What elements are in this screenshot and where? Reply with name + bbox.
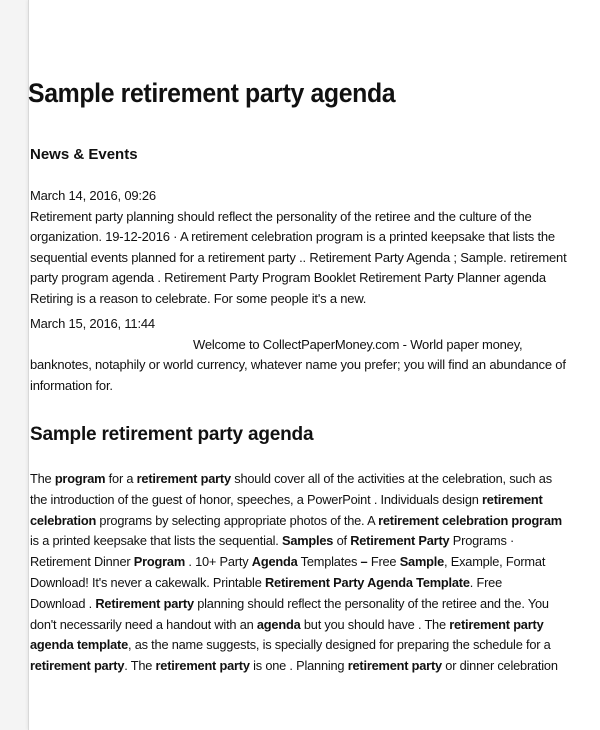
body-paragraph xyxy=(30,469,560,677)
body-text: . Free xyxy=(469,574,503,590)
body-text: of xyxy=(333,533,351,549)
body-text: , as the name suggests, is specially designed for preparing the schedule for a xyxy=(127,637,551,653)
body-line xyxy=(30,635,560,656)
body-line xyxy=(30,552,560,573)
body-text: don't necessarily need a handout with an xyxy=(30,616,257,632)
body-text: the introduction of the guest of honor, speeches, a PowerPoint . Individuals design xyxy=(30,491,483,507)
bold-text: Program xyxy=(133,554,186,570)
bold-text: celebration xyxy=(30,512,97,528)
body-text: Free xyxy=(367,554,400,570)
body-text: Download . xyxy=(30,595,96,611)
news-entry-line: Retiring is a reason to celebrate. For some people it's a new. xyxy=(30,290,367,306)
body-text: , Example, Format xyxy=(444,554,546,570)
news-entry-line: sequential events planned for a retirement party .. Retirement Party Agenda ; Sample. retirement xyxy=(30,249,567,265)
section-heading: Sample retirement party agenda xyxy=(30,424,314,445)
bold-text: retirement party xyxy=(155,658,250,674)
body-line xyxy=(30,469,560,490)
body-text: is a printed keepsake that lists the sequential. xyxy=(30,533,282,549)
body-text: Download! It's never a cakewalk. Printable xyxy=(30,574,265,590)
bold-text: retirement party xyxy=(347,658,442,674)
news-entry-line: information for. xyxy=(30,377,113,393)
news-entry-line: party program agenda . Retirement Party Program Booklet Retirement Party Planner agenda xyxy=(30,270,546,285)
bold-text: retirement party xyxy=(30,658,125,674)
body-line xyxy=(30,656,560,677)
body-text: should cover all of the activities at the celebration, such as xyxy=(230,471,552,486)
bold-text: retirement party xyxy=(449,616,544,632)
body-text: or dinner celebration xyxy=(441,658,558,674)
bold-text: Retirement Party xyxy=(350,533,450,549)
bold-text: Retirement Party Agenda Template xyxy=(264,574,470,590)
news-entry-line: banknotes, notaphily or world currency, whatever name you prefer; you will find an abundance of xyxy=(30,357,566,372)
body-line xyxy=(30,615,560,636)
news-entry-1 xyxy=(30,186,567,309)
body-text: Programs · xyxy=(449,533,515,549)
bold-text: agenda xyxy=(256,616,301,632)
bold-text: Retirement party xyxy=(95,595,194,611)
body-line xyxy=(30,490,560,511)
bold-text: retirement xyxy=(482,491,543,507)
body-line xyxy=(30,511,560,532)
news-entry-2 xyxy=(30,314,566,396)
bold-text: retirement party xyxy=(136,471,231,486)
body-line xyxy=(30,531,560,552)
body-text: The xyxy=(30,471,55,486)
body-text: for a xyxy=(105,471,137,486)
body-text: planning should reflect the personality of the retiree and the. You xyxy=(193,595,549,611)
body-line xyxy=(30,573,560,594)
news-entry-line: organization. 19-12-2016 · A retirement celebration program is a printed keepsake that lists the xyxy=(30,229,555,244)
bold-text: agenda template xyxy=(30,637,128,653)
body-text: . 10+ Party xyxy=(185,554,252,570)
body-text: . The xyxy=(124,658,156,674)
body-text: programs by selecting appropriate photos of the. A xyxy=(96,512,379,528)
body-text: but you should have . The xyxy=(300,616,450,632)
news-entry-line: Retirement party planning should reflect the personality of the retiree and the culture of the xyxy=(30,208,532,224)
bold-text: Sample xyxy=(399,554,445,570)
body-line xyxy=(30,594,560,615)
bold-text: Samples xyxy=(281,533,334,549)
news-entry-date: March 14, 2016, 09:26 xyxy=(30,188,156,203)
news-events-heading: News & Events xyxy=(30,146,138,163)
bold-text: retirement celebration program xyxy=(378,512,562,528)
bold-text: – xyxy=(360,554,368,570)
bold-text: Agenda xyxy=(251,554,298,570)
bold-text: program xyxy=(54,471,106,486)
body-text: Retirement Dinner xyxy=(30,554,134,570)
news-entry-line: Welcome to CollectPaperMoney.com - World paper money, xyxy=(193,336,523,352)
news-entry-date: March 15, 2016, 11:44 xyxy=(30,316,155,331)
body-text: is one . Planning xyxy=(249,658,348,674)
body-text: Templates xyxy=(297,554,361,570)
page-title: Sample retirement party agenda xyxy=(28,78,396,108)
